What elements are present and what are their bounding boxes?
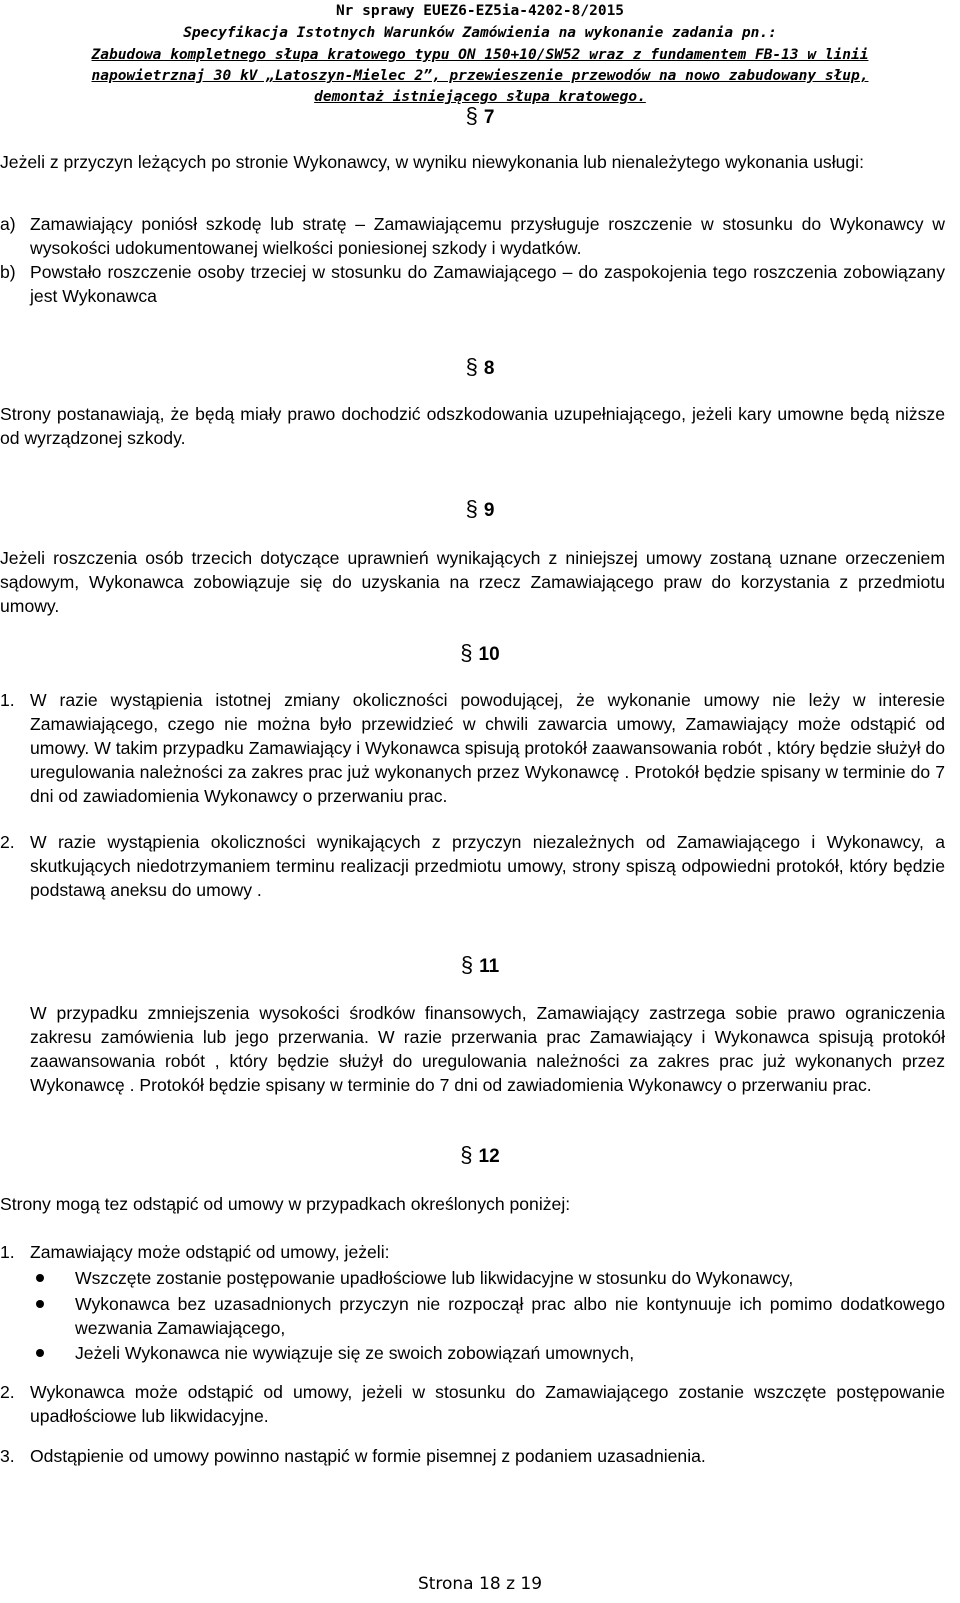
item-2-label: 2. <box>0 832 15 852</box>
spec-title: Specyfikacja Istotnych Warunków Zamówienia na wykonanie zadania pn.: <box>183 25 777 41</box>
section-symbol: § <box>465 354 478 379</box>
section-9-text: Jeżeli roszczenia osób trzecich dotyczące uprawnień wynikających z niniejszej umowy zostaną uznane orzeczeniem sądowym, Wykonawca zobowiązuje się do uzyskania na rzecz Zamawiającego praw do korzystania z przedmiotu umowy. <box>0 548 945 616</box>
section-9-heading: § 9 <box>465 496 495 521</box>
item-a-text: Zamawiający poniósł szkodę lub stratę – Zamawiającemu przysługuje roszczenie w stosunku do Wykonawcy w wysokości udokumentowanej wielkości poniesionej szkody i wydatków. <box>30 214 945 258</box>
item-a-label: a) <box>0 214 16 234</box>
bullet-icon <box>36 1274 44 1282</box>
section-symbol: § <box>465 103 478 128</box>
section-symbol: § <box>460 952 474 977</box>
section-7-intro: Jeżeli z przyczyn leżących po stronie Wykonawcy, w wyniku niewykonania lub nienależytego wykonania usługi: <box>0 152 864 172</box>
item-1-label: 1. <box>0 1242 15 1262</box>
item-1-text: W razie wystąpienia istotnej zmiany okoliczności powodującej, że wykonanie umowy nie leży w interesie Zamawiającego, czego nie można było przewidzieć w chwili zawarcia umowy, Zamawiający może odstąpić od umowy. W takim przypadku Zamawiający i Wykonawca spisują protokół zaawansowania robót , który będzie służył do uregulowania należności za zakres prac już wykonanych przez Wykonawcę . Protokół będzie spisany w terminie do 7 dni od zawiadomienia Wykonawcy o przerwaniu prac. <box>30 690 945 806</box>
item-1-label: 1. <box>0 690 15 710</box>
item-b-label: b) <box>0 262 16 282</box>
section-symbol: § <box>465 496 478 521</box>
item-1-text: Zamawiający może odstąpić od umowy, jeżeli: <box>30 1242 390 1262</box>
bullet-icon <box>36 1349 44 1357</box>
bullet-item: Jeżeli Wykonawca nie wywiązuje się ze swoich zobowiązań umownych, <box>75 1343 635 1363</box>
item-2-label: 2. <box>0 1382 15 1402</box>
task-title-line-1: Zabudowa kompletnego słupa kratowego typu ON 150+10/SW52 wraz z fundamentem FB-13 w linii <box>91 47 869 63</box>
section-12-heading: § 12 <box>460 1142 500 1167</box>
bullet-item: Wykonawca bez uzasadnionych przyczyn nie rozpoczął prac albo nie kontynuuje ich pomimo dodatkowego wezwania Zamawiającego, <box>75 1294 945 1338</box>
section-10-heading: § 10 <box>460 640 500 665</box>
bullet-item: Wszczęte zostanie postępowanie upadłościowe lub likwidacyjne w stosunku do Wykonawcy, <box>75 1268 794 1288</box>
section-symbol: § <box>460 1142 473 1167</box>
section-7-heading: § 7 <box>465 103 495 128</box>
bullet-icon <box>36 1300 44 1308</box>
task-title-line-3: demontaż istniejącego słupa kratowego. <box>314 89 646 105</box>
case-number: Nr sprawy EUEZ6-EZ5ia-4202-8/2015 <box>335 3 625 19</box>
section-11-heading: § 11 <box>460 952 500 977</box>
section-11-text: W przypadku zmniejszenia wysokości środków finansowych, Zamawiający zastrzega sobie prawo ograniczenia zakresu zamówienia lub jego przerwania. W razie przerwania prac Zamawiający i Wykonawca spisują protokół zaawansowania robót , który będzie służył do uregulowania należności za zakres prac już wykonanych przez Wykonawcę . Protokół będzie spisany w terminie do 7 dni od zawiadomienia Wykonawcy o przerwaniu prac. <box>30 1003 945 1095</box>
section-12-intro: Strony mogą tez odstąpić od umowy w przypadkach określonych poniżej: <box>0 1194 571 1214</box>
task-title-line-2: napowietrznaj 30 kV „Latoszyn-Mielec 2”, przewieszenie przewodów na nowo zabudowany słup, <box>91 68 869 84</box>
section-8-heading: § 8 <box>465 354 495 379</box>
item-3-text: Odstąpienie od umowy powinno nastąpić w formie pisemnej z podaniem uzasadnienia. <box>30 1446 706 1466</box>
item-b-text: Powstało roszczenie osoby trzeciej w stosunku do Zamawiającego – do zaspokojenia tego roszczenia zobowiązany jest Wykonawca <box>30 262 945 306</box>
item-3-label: 3. <box>0 1446 15 1466</box>
section-8-text: Strony postanawiają, że będą miały prawo dochodzić odszkodowania uzupełniającego, jeżeli kary umowne będą niższe od wyrządzonej szkody. <box>0 404 945 448</box>
page-number: Strona 18 z 19 <box>417 1574 543 1594</box>
item-2-text: Wykonawca może odstąpić od umowy, jeżeli w stosunku do Zamawiającego zostanie wszczęte postępowanie upadłościowe lub likwidacyjne. <box>30 1382 945 1426</box>
item-2-text: W razie wystąpienia okoliczności wynikających z przyczyn niezależnych od Zamawiającego i Wykonawcy, a skutkujących niedotrzymaniem terminu realizacji przedmiotu umowy, strony spiszą odpowiedni protokół, który będzie podstawą aneksu do umowy . <box>30 832 945 900</box>
section-symbol: § <box>460 640 473 665</box>
